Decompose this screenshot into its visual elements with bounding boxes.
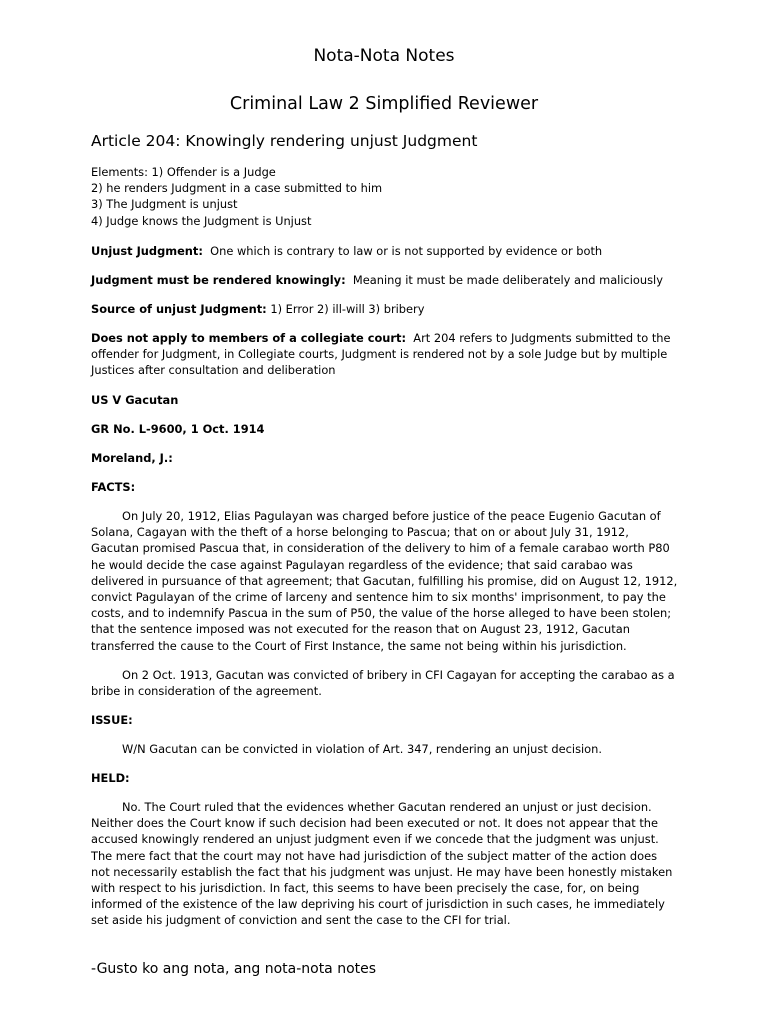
definition-text: Meaning it must be made deliberately and maliciously [352,273,663,287]
held-line: with respect to his jurisdiction. In fact, this seems to have been precisely the case, for, on being [91,881,640,896]
held-line: not necessarily establish the fact that his judgment was unjust. He may have been honestly mistaken [91,864,673,879]
footer-tagline: -Gusto ko ang nota, ang nota-nota notes [91,961,377,977]
definition-label: Does not apply to members of a collegiate court: [91,331,407,345]
source-definition [91,301,691,317]
held-line: informed of the existence of the law depriving his court of jurisdiction in such cases, he immediately [91,897,665,912]
definition-text: offender for Judgment, in Collegiate courts, Judgment is rendered not by a sole Judge but by multiple [91,347,668,362]
facts-heading: FACTS: [91,480,136,494]
element-line: 3) The Judgment is unjust [91,197,238,212]
facts-line: Gacutan promised Pascua that, in consideration of the delivery to him of a female carabao worth P80 [91,541,670,556]
article-heading: Article 204: Knowingly rendering unjust Judgment [91,132,478,150]
facts-line: bribe in consideration of the agreement. [91,684,322,699]
definition-text: One which is contrary to law or is not supported by evidence or both [210,244,603,258]
definition-label: Unjust Judgment: [91,244,203,258]
held-line: No. The Court ruled that the evidences whether Gacutan rendered an unjust or just decision. [122,800,652,814]
facts-line: costs, and to indemnify Pascua in the sum of P50, the value of the horse alleged to have been stolen; [91,606,672,621]
element-line: 4) Judge knows the Judgment is Unjust [91,213,312,228]
definition-label: Judgment must be rendered knowingly: [91,273,346,287]
definition-text: 1) Error 2) ill-will 3) bribery [270,302,425,316]
facts-paragraph-2 [91,667,691,699]
issue-paragraph [91,741,691,757]
held-line: Neither does the Court know if such decision had been executed or not. It does not appear that the [91,816,659,831]
facts-line: On 2 Oct. 1913, Gacutan was convicted of bribery in CFI Cagayan for accepting the carabao as a [122,668,675,682]
held-heading: HELD: [91,771,130,785]
facts-line: that the sentence imposed was not executed for the reason that on August 23, 1912, Gacutan [91,622,630,637]
unjust-judgment-definition [91,243,691,259]
held-paragraph [91,799,691,929]
held-line: accused knowingly rendered an unjust judgment even if we concede that the judgment was unjust. [91,832,659,847]
issue-heading: ISSUE: [91,713,133,727]
knowingly-definition [91,272,691,288]
case-ponente: Moreland, J.: [91,451,173,465]
facts-line: Solana, Cagayan with the theft of a horse belonging to Pascua; that on or about July 31, 1912, [91,525,629,540]
definition-label: Source of unjust Judgment: [91,302,267,316]
site-title: Nota-Nota Notes [313,46,455,66]
facts-line: On July 20, 1912, Elias Pagulayan was charged before justice of the peace Eugenio Gacutan of [122,509,661,523]
issue-text: W/N Gacutan can be convicted in violation of Art. 347, rendering an unjust decision. [122,742,602,756]
held-line: The mere fact that the court may not have had jurisdiction of the subject matter of the action does [91,848,658,863]
facts-paragraph [91,508,691,654]
facts-line: delivered in pursuance of that agreement; that Gacutan, fulfilling his promise, did on August 12, 1912, [91,573,678,588]
collegiate-definition [91,330,691,379]
facts-line: convict Pagulayan of the crime of larceny and sentence him to six months' imprisonment, to pay the [91,590,666,605]
held-line: set aside his judgment of conviction and sent the case to the CFI for trial. [91,913,511,928]
case-name: US V Gacutan [91,393,179,407]
facts-line: transferred the cause to the Court of First Instance, the same not being within his jurisdiction. [91,638,627,653]
element-line: Elements: 1) Offender is a Judge [91,165,276,179]
element-line: 2) he renders Judgment in a case submitted to him [91,181,383,196]
case-gr-number: GR No. L-9600, 1 Oct. 1914 [91,422,265,436]
definition-text: Art 204 refers to Judgments submitted to the [413,331,671,345]
facts-line: he would decide the case against Pagulayan regardless of the evidence; that said carabao was [91,557,633,572]
definition-text: Justices after consultation and deliberation [91,363,336,378]
document-title: Criminal Law 2 Simplified Reviewer [229,94,539,114]
elements-list [91,164,691,229]
